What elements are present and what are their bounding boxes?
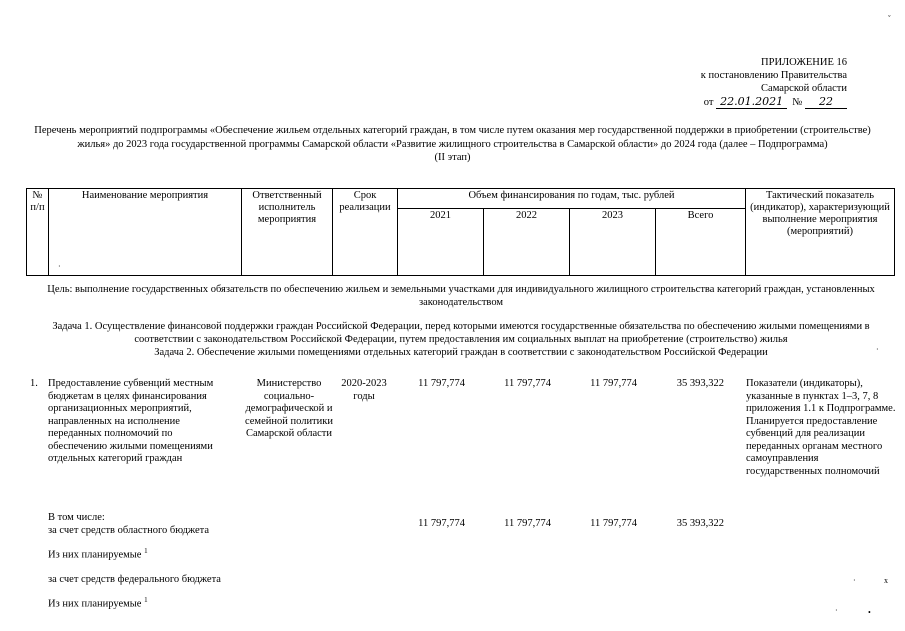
federal-budget-label: за счет средств федерального бюджета <box>48 574 221 585</box>
document-title <box>10 124 895 165</box>
appendix-block <box>701 56 847 109</box>
goal-line1: Цель: выполнение государственных обязательств по обеспечению жильем и земельными участками для индивидуального жилищного строительства категорий граждан, установленных <box>47 284 875 295</box>
title-line3: (II этап) <box>434 152 471 163</box>
planned-label-1 <box>48 547 148 561</box>
row1-2023: 11 797,774 <box>590 378 637 389</box>
header-executor: Ответственный исполнитель мероприятия <box>242 189 333 276</box>
appendix-date-line <box>701 95 847 109</box>
scan-speck: x <box>884 576 888 585</box>
goal-line2: законодательством <box>418 297 504 308</box>
task1-line2: соответствии с законодательством Российской Федерации, путем предоставления им социальных выплат на приобретение (строительство) жилья <box>134 334 788 345</box>
planned-sup-1: 1 <box>144 547 148 555</box>
row1-term: 2020-2023 годы <box>341 378 387 402</box>
planned-text-1: Из них планируемые <box>48 549 142 561</box>
row1-num: 1. <box>30 378 38 389</box>
title-line2: жилья» до 2023 года государственной программы Самарской области «Развитие жилищного строительства в Самарской области» до 2024 года (далее – Подпрограмма) <box>77 138 828 150</box>
header-total: Всего <box>656 209 746 276</box>
number-prefix: № <box>792 97 803 108</box>
task2: Задача 2. Обеспечение жилыми помещениями отдельных категорий граждан в соответствии с законодательством Российской Федерации <box>154 347 768 358</box>
header-name: Наименование мероприятия <box>49 189 242 276</box>
row1-2021: 11 797,774 <box>418 378 465 389</box>
appendix-line3: Самарской области <box>761 83 847 94</box>
row1-executor: Министерство социально-демографической и семейной политики Самарской области <box>244 378 333 439</box>
date-value: 22.01.2021 <box>716 95 787 109</box>
regional-2022: 11 797,774 <box>504 518 551 529</box>
scan-speck: • <box>868 608 871 617</box>
scan-speck: ˇ <box>888 14 891 23</box>
row1-2022: 11 797,774 <box>504 378 551 389</box>
number-value: 22 <box>805 95 847 109</box>
appendix-line2: к постановлению Правительства <box>700 70 847 81</box>
row1-indicator: Показатели (индикаторы), указанные в пунктах 1–3, 7, 8 приложения 1.1 к Подпрограмме. Планируется предоставление субвенций для реализации переданных органам местного самоуправления государственных полномочий <box>746 378 896 477</box>
header-year-2022: 2022 <box>484 209 570 276</box>
regional-2021: 11 797,774 <box>418 518 465 529</box>
date-prefix: от <box>703 97 714 108</box>
scan-speck: · <box>58 262 61 271</box>
appendix-title: ПРИЛОЖЕНИЕ 16 <box>761 57 847 68</box>
scan-speck: · <box>876 345 879 354</box>
tasks-text <box>26 320 896 359</box>
header-funding: Объем финансирования по годам, тыс. рублей <box>398 189 746 209</box>
planned-text-2: Из них планируемые <box>48 598 142 610</box>
scan-speck: · <box>835 606 838 615</box>
planned-label-2 <box>48 596 148 610</box>
task1-line1: Задача 1. Осуществление финансовой поддержки граждан Российской Федерации, перед которыми имеются государственные обязательства по обеспечению жилыми помещениями в <box>52 321 870 332</box>
regional-total: 35 393,322 <box>676 518 724 529</box>
including-label: В том числе: <box>48 512 105 523</box>
header-indicator: Тактический показатель (индикатор), характеризующий выполнение мероприятия (мероприятий) <box>746 189 895 276</box>
planned-sup-2: 1 <box>144 596 148 604</box>
header-year-2023: 2023 <box>570 209 656 276</box>
goal-text <box>26 283 896 309</box>
table-header <box>26 188 895 276</box>
row1-name: Предоставление субвенций местным бюджетам в целях финансирования организационных мероприятий, направленных на исполнение переданных полномочий по обеспечению жилыми помещениями отдельных категорий граждан <box>48 378 214 464</box>
header-term: Срок реализации <box>333 189 398 276</box>
scan-speck: · <box>853 576 856 585</box>
header-year-2021: 2021 <box>398 209 484 276</box>
regional-budget-label: за счет средств областного бюджета <box>48 525 210 536</box>
header-num: № п/п <box>27 189 49 276</box>
regional-2023: 11 797,774 <box>590 518 637 529</box>
row1-total: 35 393,322 <box>676 378 724 389</box>
title-line1: Перечень мероприятий подпрограммы «Обеспечение жильем отдельных категорий граждан, в том числе путем оказания мер государственной поддержки в приобретении (строительстве) <box>34 125 871 136</box>
